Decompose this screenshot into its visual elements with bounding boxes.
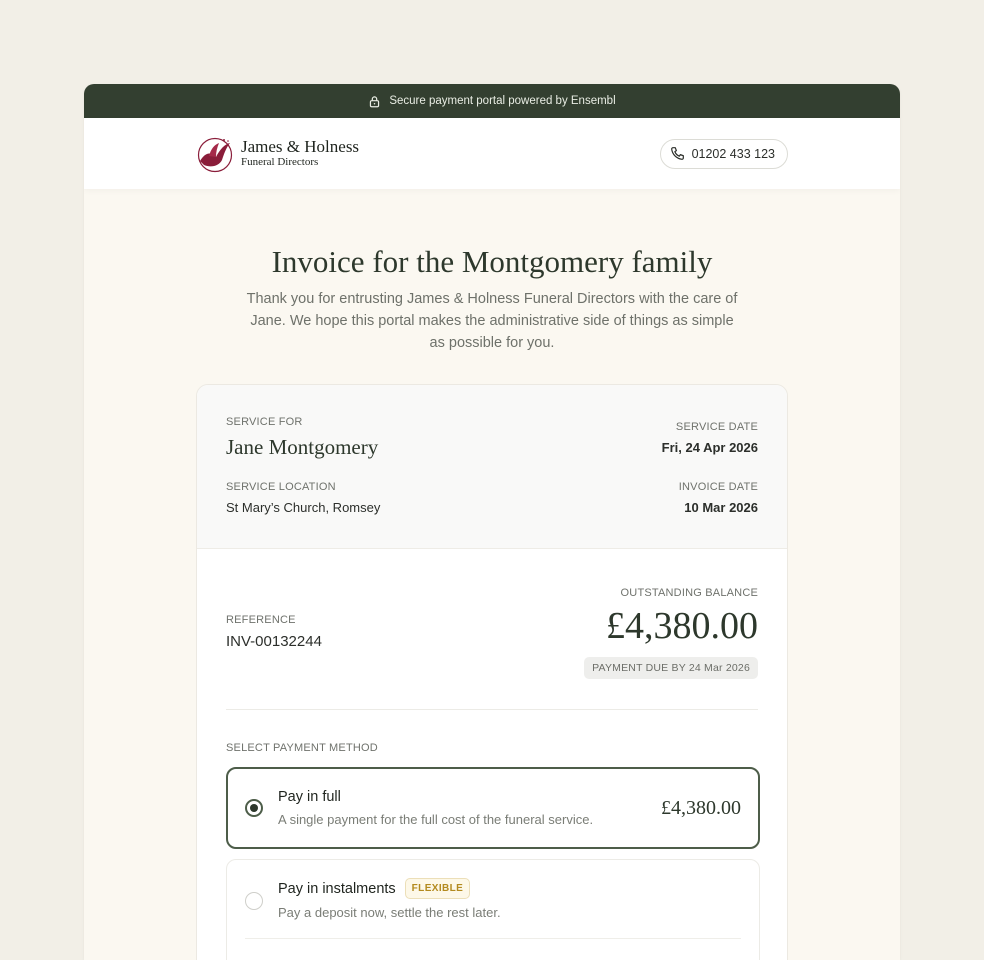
- reference-label: REFERENCE: [226, 614, 296, 626]
- option-divider: [245, 938, 741, 939]
- phone-button[interactable]: [660, 139, 788, 169]
- service-date-label: SERVICE DATE: [675, 421, 758, 433]
- service-details: [197, 385, 787, 549]
- invoice-date-label: INVOICE DATE: [678, 481, 758, 493]
- section-divider: [226, 709, 758, 710]
- pay-in-full-description: A single payment for the full cost of the funeral service.: [278, 812, 594, 827]
- outstanding-balance-label: OUTSTANDING BALANCE: [620, 587, 758, 599]
- pay-in-full-option[interactable]: [226, 767, 760, 849]
- pay-in-instalments-radio[interactable]: [245, 892, 263, 910]
- pay-in-instalments-heading: [278, 878, 470, 899]
- phone-icon: [670, 146, 685, 161]
- service-for-label: SERVICE FOR: [226, 416, 303, 428]
- pay-in-instalments-description: Pay a deposit now, settle the rest later.: [278, 905, 501, 920]
- brand[interactable]: [195, 135, 359, 173]
- outstanding-balance-value: £4,380.00: [606, 605, 758, 647]
- deceased-name: Jane Montgomery: [226, 435, 379, 459]
- portal-frame: [84, 84, 900, 960]
- service-location-value: St Mary’s Church, Romsey: [226, 500, 381, 515]
- payment-method-label: SELECT PAYMENT METHOD: [226, 742, 378, 754]
- brand-subtitle: Funeral Directors: [241, 156, 319, 168]
- payment-due-badge: PAYMENT DUE BY 24 Mar 2026: [584, 657, 758, 679]
- intro-text: Thank you for entrusting James & Holness Funeral Directors with the care of Jane. We hope this portal makes the administrative side of things as simple as possible for you.: [246, 291, 738, 351]
- pay-in-instalments-option[interactable]: [226, 859, 760, 960]
- reference-value: INV-00132244: [226, 633, 322, 650]
- service-location-label: SERVICE LOCATION: [226, 481, 336, 493]
- brand-text: [241, 138, 359, 169]
- brand-name: James & Holness: [241, 137, 360, 156]
- page-title: Invoice for the Montgomery family: [271, 244, 713, 279]
- pay-in-full-radio[interactable]: [245, 799, 263, 817]
- service-date-value: Fri, 24 Apr 2026: [661, 440, 758, 455]
- pay-in-full-amount: £4,380.00: [661, 797, 741, 819]
- secure-banner: [84, 84, 900, 118]
- site-header: [84, 118, 900, 189]
- dove-logo-icon: [195, 135, 235, 173]
- flexible-badge: FLEXIBLE: [405, 878, 471, 899]
- pay-in-instalments-title: Pay in instalments: [278, 880, 396, 897]
- hero: [84, 189, 900, 354]
- phone-number: 01202 433 123: [691, 146, 775, 161]
- invoice-card: [196, 384, 788, 960]
- lock-icon: [368, 95, 381, 108]
- pay-in-full-title: Pay in full: [278, 789, 341, 805]
- secure-banner-text: Secure payment portal powered by Ensembl: [389, 95, 616, 107]
- invoice-date-value: 10 Mar 2026: [684, 500, 758, 515]
